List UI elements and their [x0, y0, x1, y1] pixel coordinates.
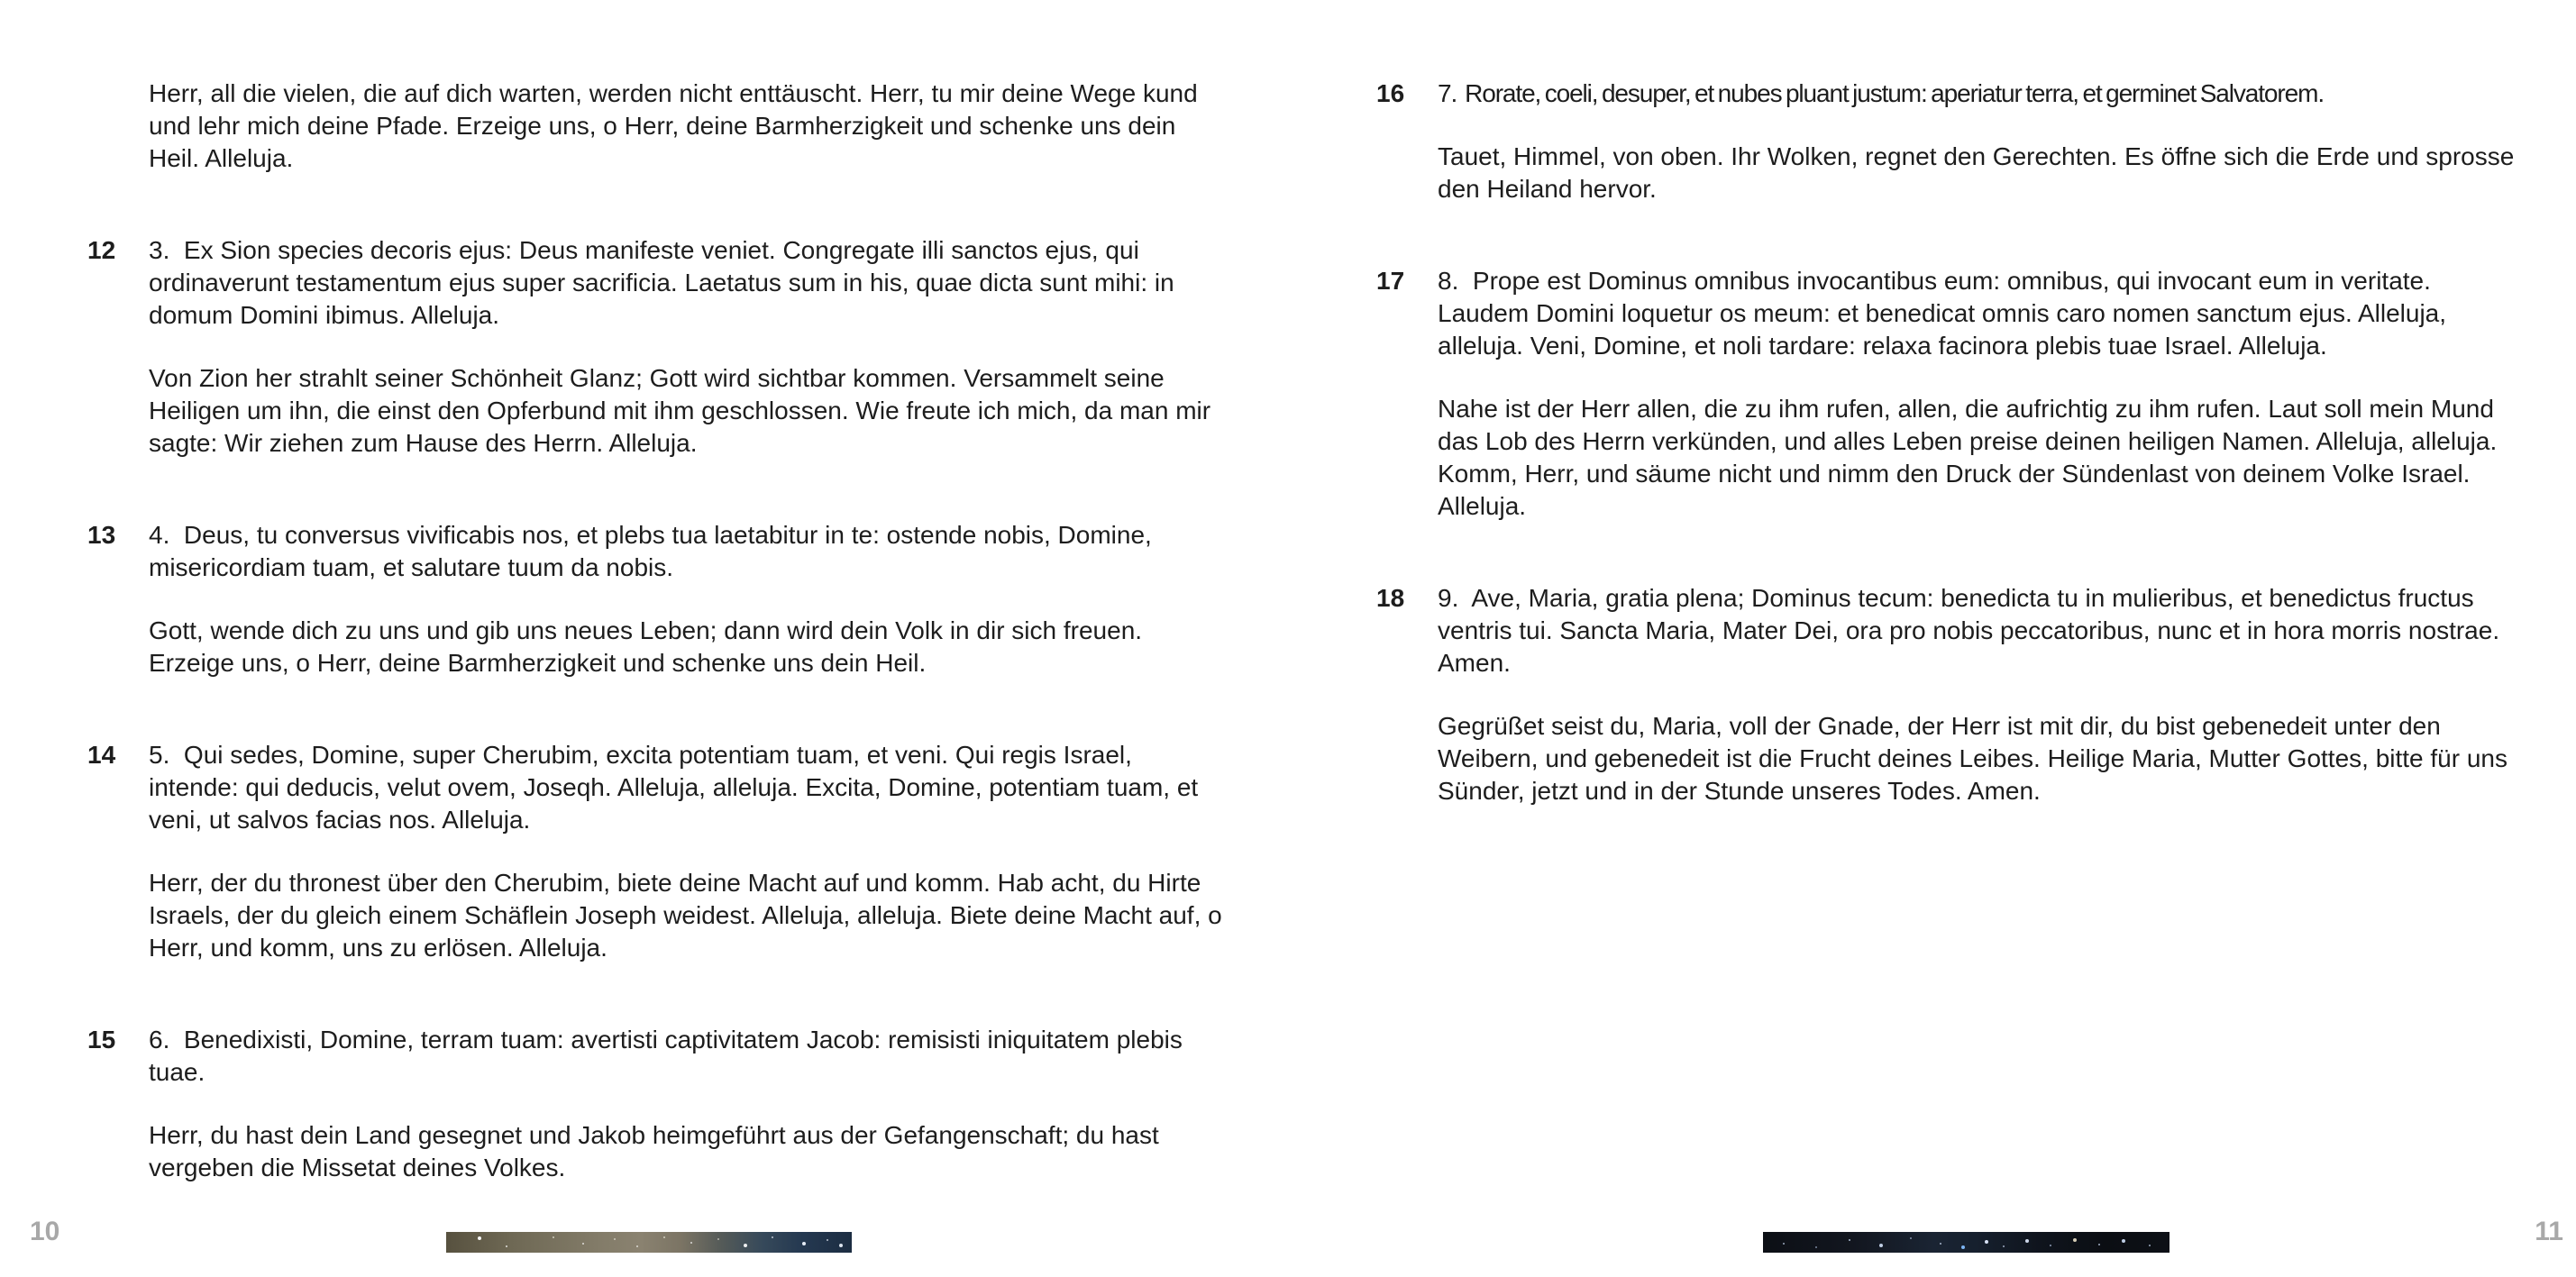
entry-track-12: [87, 234, 1225, 460]
latin-text: 5. Qui sedes, Domine, super Cherubim, excita potentiam tuam, et veni. Qui regis Israel, intende: qui deducis, velut ovem, Joseqh. Alleluja, alleluja. Excita, Domine, potentiam tuam, et veni, ut salvos facias nos. Alleluja.: [149, 741, 1205, 834]
entry-track-14: [87, 739, 1229, 964]
german-text: Herr, du hast dein Land gesegnet und Jakob heimgeführt aus der Gefangenschaft; du hast vergeben die Missetat deines Volkes.: [149, 1121, 1166, 1181]
track-number-empty: [87, 78, 149, 175]
german-text: Gott, wende dich zu uns und gib uns neues Leben; dann wird dein Volk in dir sich freuen. Erzeige uns, o Herr, deine Barmherzigkeit und schenke uns dein Heil.: [149, 616, 1149, 677]
star-specks: [1763, 1232, 1765, 1234]
entry-track-16: [1376, 78, 2526, 205]
latin-text: 3. Ex Sion species decoris ejus: Deus manifeste veniet. Congregate illi sanctos ejus, qui ordinaverunt testamentum ejus super sacrificia. Laetatus sum in his, quae dicta sunt mihi: in domum Domini ibimus. Alleluja.: [149, 236, 1182, 329]
entry-track-17: [1376, 265, 2526, 523]
dark-starry-sky-photo-strip: [1763, 1232, 2170, 1253]
latin-text: 8. Prope est Dominus omnibus invocantibus eum: omnibus, qui invocant eum in veritate. Laudem Domini loquetur os meum: et benedicat omnis caro nomen sanctum ejus. Alleluja, alleluja. Veni, Domine, et noli tardare: relaxa facinora plebis tuae Israel. Alleluja.: [1438, 267, 2453, 360]
page-number: 10: [30, 1217, 60, 1246]
left-text-column: [0, 0, 1288, 1184]
track-number: 17: [1376, 267, 1405, 295]
german-text: Gegrüßet seist du, Maria, voll der Gnade, der Herr ist mit dir, du bist gebenedeit unter den Weibern, und gebenedeit ist die Frucht deines Leibes. Heilige Maria, Mutter Gottes, bitte für uns Sünder, jetzt und in der Stunde unseres Todes. Amen.: [1438, 712, 2515, 805]
german-text: Herr, der du thronest über den Cherubim, biete deine Macht auf und komm. Hab acht, du Hirte Israels, der du gleich einem Schäflein Joseph weidest. Alleluja, alleluja. Biete deine Macht auf, o Herr, und komm, uns zu erlösen. Alleluja.: [149, 869, 1229, 962]
entry-track-13: [87, 519, 1225, 680]
right-text-column: [1288, 0, 2576, 807]
latin-text: 9. Ave, Maria, gratia plena; Dominus tecum: benedicta tu in mulieribus, et benedictus fructus ventris tui. Sancta Maria, Mater Dei, ora pro nobis peccatoribus, nunc et in hora morris nostrae. Amen.: [1438, 584, 2506, 677]
page-right: [1288, 0, 2576, 1277]
german-text: Von Zion her strahlt seiner Schönheit Glanz; Gott wird sichtbar kommen. Versammelt seine Heiligen um ihn, die einst den Opferbund mit ihm geschlossen. Wie freute ich mich, da man mir sagte: Wir ziehen zum Hause des Herrn. Alleluja.: [149, 364, 1218, 457]
track-number: 13: [87, 521, 116, 549]
latin-text: 6. Benedixisti, Domine, terram tuam: avertisti captivitatem Jacob: remisisti iniquitatem plebis tuae.: [149, 1026, 1190, 1086]
german-text: Nahe ist der Herr allen, die zu ihm rufen, allen, die aufrichtig zu ihm rufen. Laut soll mein Mund das Lob des Herrn verkünden, und alles Leben preise deinen heiligen Namen. Alleluja, alleluja. Komm, Herr, und säume nicht und nimm den Druck der Sündenlast von deinem Volke Israel. Alleluja.: [1438, 395, 2505, 520]
latin-text: 4. Deus, tu conversus vivificabis nos, et plebs tua laetabitur in te: ostende nobis, Domine, misericordiam tuam, et salutare tuum da nobis.: [149, 521, 1159, 581]
entry-intro-continuation: [87, 78, 1225, 175]
german-text: Tauet, Himmel, von oben. Ihr Wolken, regnet den Gerechten. Es öffne sich die Erde und sprosse den Heiland hervor.: [1438, 142, 2522, 203]
track-number: 12: [87, 236, 116, 264]
page-number: 11: [2535, 1217, 2563, 1246]
track-number: 16: [1376, 79, 1405, 107]
star-specks: [446, 1232, 448, 1234]
track-number: 18: [1376, 584, 1405, 612]
track-number: 15: [87, 1026, 116, 1054]
entry-track-15: [87, 1024, 1225, 1184]
track-number: 14: [87, 741, 116, 769]
latin-text: 7. Rorate, coeli, desuper, et nubes pluant justum: aperiatur terra, et germinet Salvatorem.: [1438, 79, 2325, 107]
night-sky-photo-strip: [446, 1232, 852, 1253]
german-text: Herr, all die vielen, die auf dich warten, werden nicht enttäuscht. Herr, tu mir deine Wege kund und lehr mich deine Pfade. Erzeige uns, o Herr, deine Barmherzigkeit und schenke uns dein Heil. Alleluja.: [149, 79, 1205, 172]
entry-track-18: [1376, 582, 2526, 807]
